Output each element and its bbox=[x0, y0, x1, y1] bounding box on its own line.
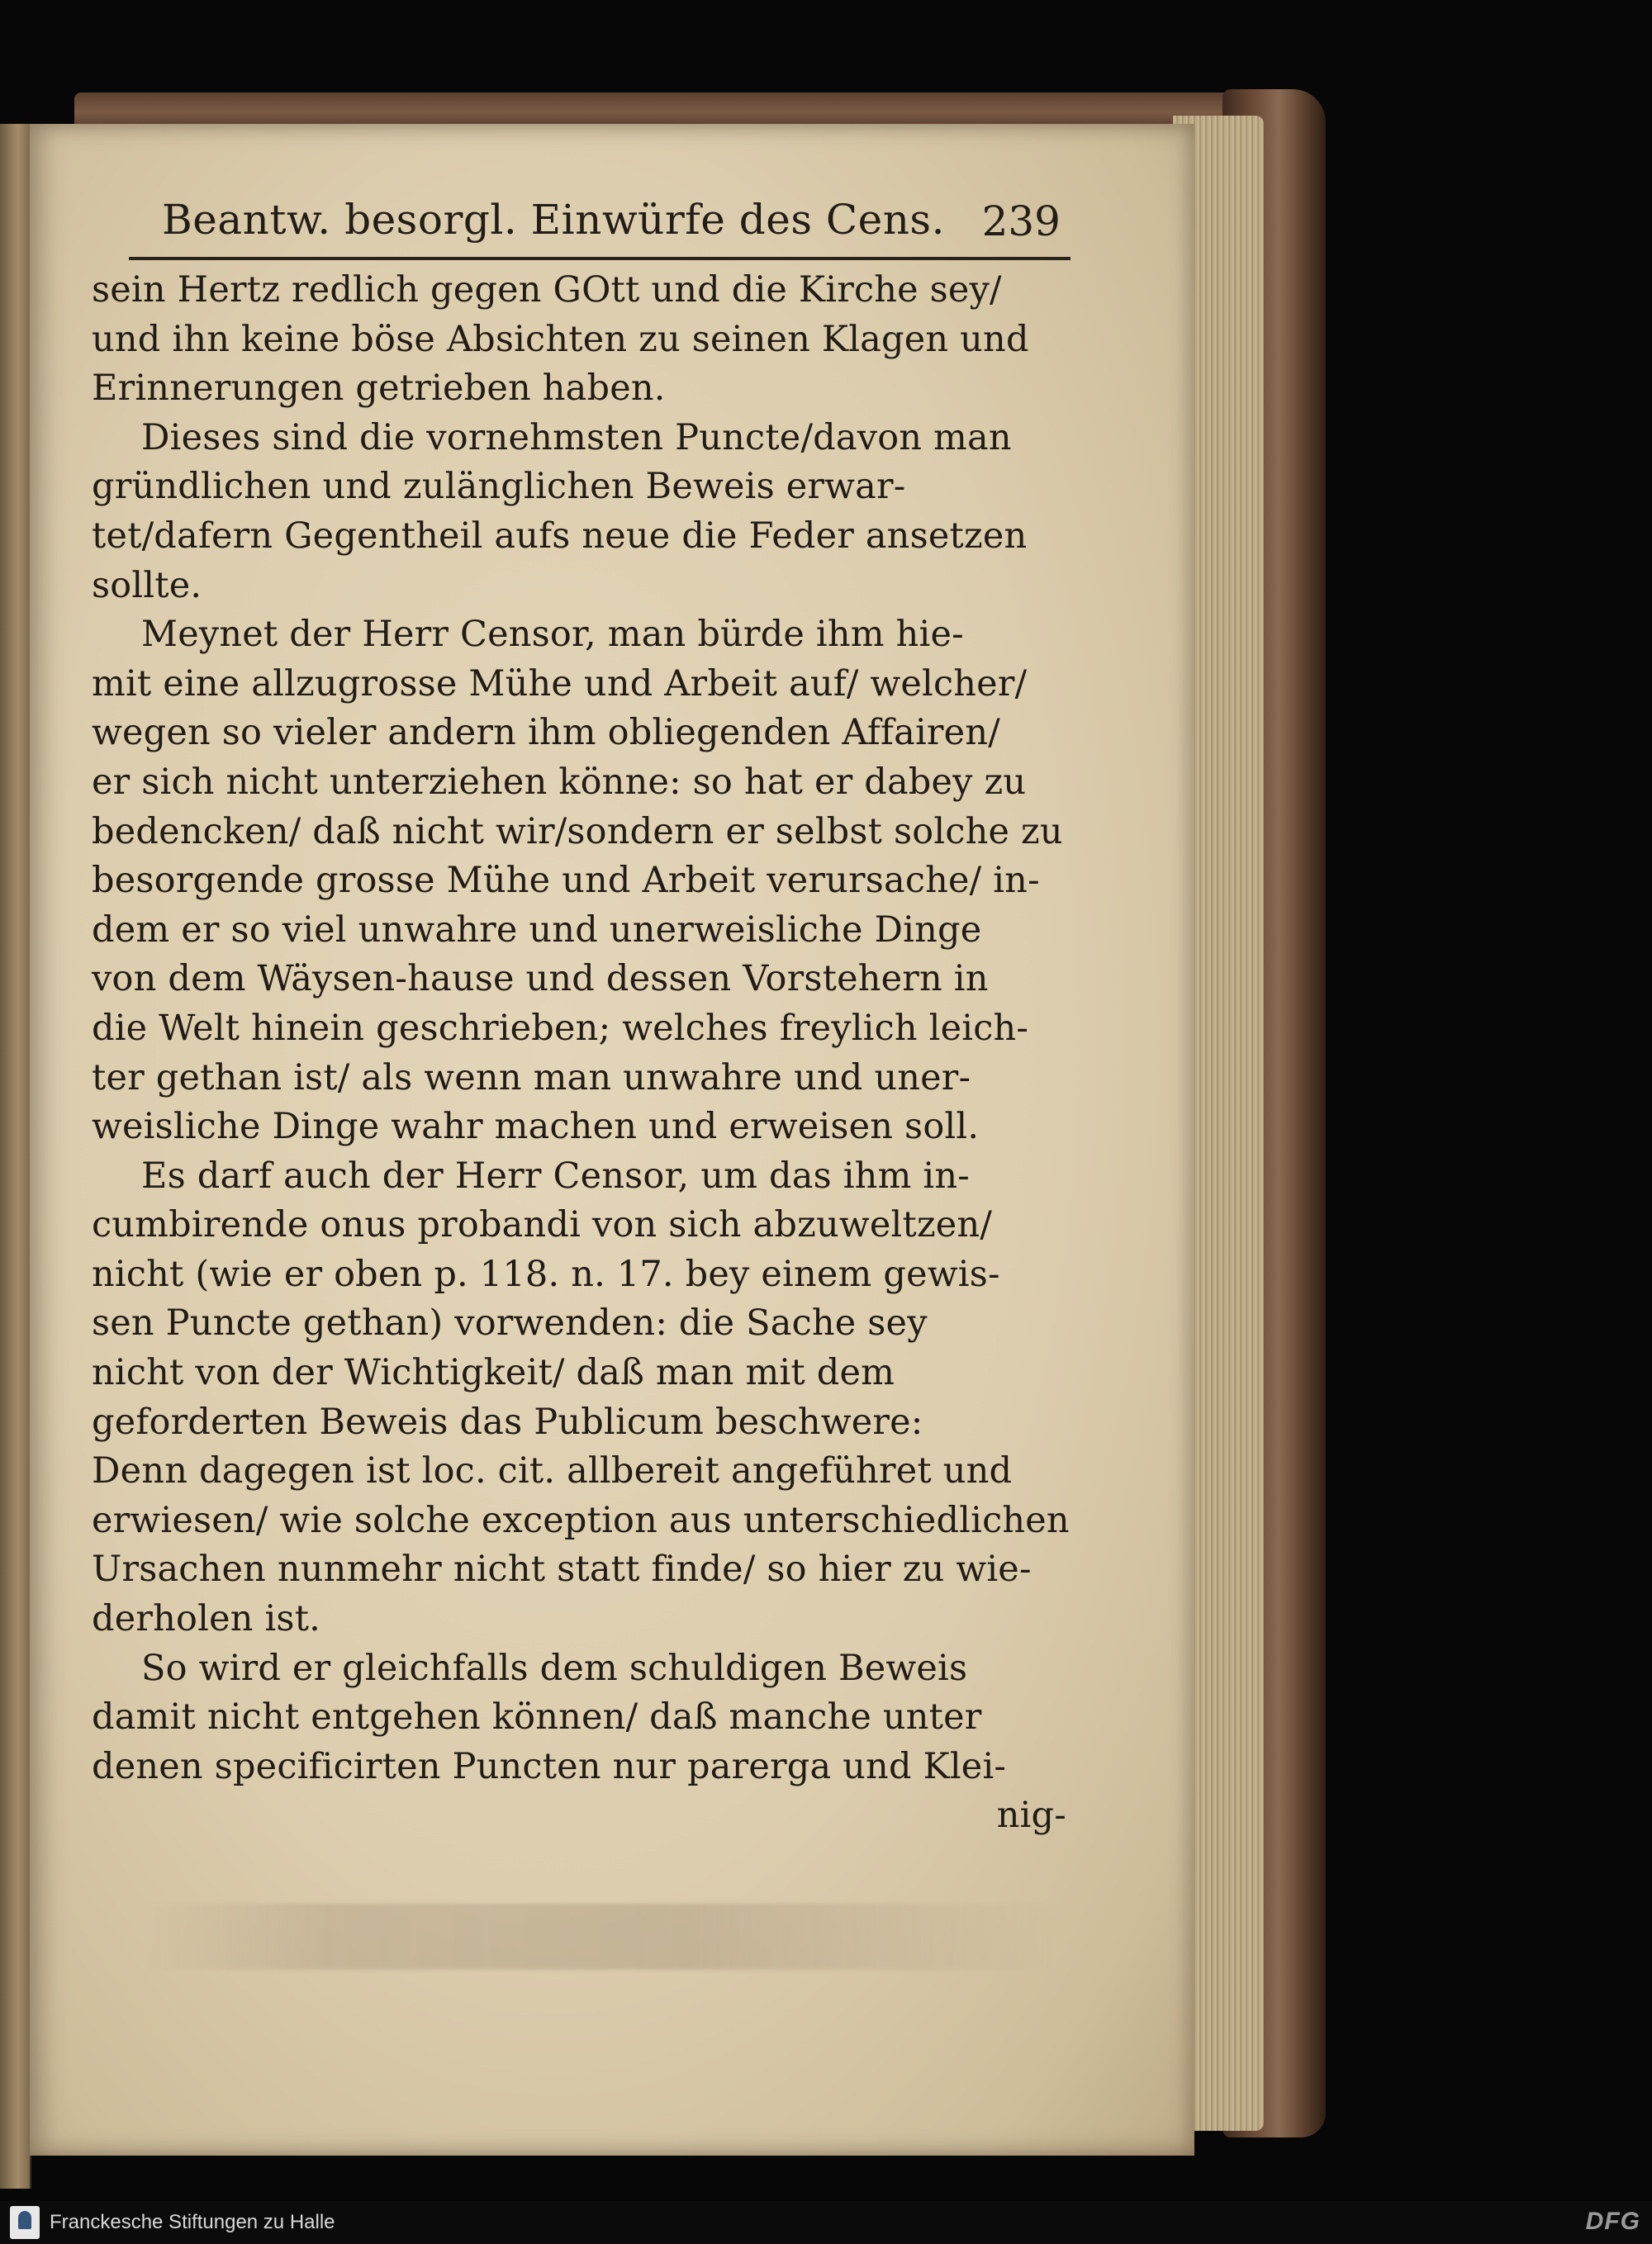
dfg-logo[interactable]: DFG bbox=[1585, 2208, 1640, 2235]
text-line: tet/dafern Gegentheil aufs neue die Feder ansetzen bbox=[92, 515, 1028, 557]
text-line: Erinnerungen getrieben haben. bbox=[92, 368, 666, 410]
text-line: weisliche Dinge wahr machen und erweisen soll. bbox=[92, 1106, 980, 1148]
institution-link[interactable]: Franckesche Stiftungen zu Halle bbox=[50, 2211, 335, 2233]
text-line: mit eine allzugrosse Mühe und Arbeit auf/ welcher/ bbox=[92, 662, 1028, 705]
text-line: sein Hertz redlich gegen GOtt und die Kirche sey/ bbox=[92, 269, 1002, 311]
footer-bar bbox=[0, 2201, 1652, 2244]
text-line: geforderten Beweis das Publicum beschwere: bbox=[92, 1401, 923, 1443]
text-line: Meynet der Herr Censor, man bürde ihm hie- bbox=[141, 614, 964, 656]
text-line: nicht (wie er oben p. 118. n. 17. bey einem gewis- bbox=[92, 1253, 1000, 1295]
text-line: er sich nicht unterziehen könne: so hat er dabey zu bbox=[92, 761, 1027, 803]
logo-mark-icon bbox=[18, 2211, 31, 2229]
institution-logo-icon[interactable] bbox=[10, 2206, 40, 2239]
page-number: 239 bbox=[981, 197, 1061, 245]
text-line: die Welt hinein geschrieben; welches freylich leich- bbox=[92, 1007, 1029, 1049]
left-page-edge bbox=[0, 124, 31, 2189]
page-body-text bbox=[92, 266, 1083, 1841]
text-line: nicht von der Wichtigkeit/ daß man mit dem bbox=[92, 1352, 895, 1394]
text-line: Dieses sind die vornehmsten Puncte/davon man bbox=[141, 416, 1012, 458]
text-line: dem er so viel unwahre und unerweisliche Dinge bbox=[92, 909, 982, 951]
text-line: ter gethan ist/ als wenn man unwahre und uner- bbox=[92, 1056, 971, 1098]
text-line: damit nicht entgehen können/ daß manche unter bbox=[92, 1696, 982, 1739]
text-line: und ihn keine böse Absichten zu seinen Klagen und bbox=[92, 318, 1029, 360]
text-line: besorgende grosse Mühe und Arbeit verursache/ in- bbox=[92, 860, 1040, 902]
text-line: Denn dagegen ist loc. cit. allbereit angeführet und bbox=[92, 1450, 1013, 1492]
text-line: bedencken/ daß nicht wir/sondern er selbst solche zu bbox=[92, 810, 1063, 852]
text-line: von dem Wäysen-hause und dessen Vorstehern in bbox=[92, 958, 989, 1000]
text-line: So wird er gleichfalls dem schuldigen Beweis bbox=[141, 1647, 968, 1689]
text-line: Es darf auch der Herr Censor, um das ihm in- bbox=[141, 1155, 970, 1197]
text-line: sen Puncte gethan) vorwenden: die Sache sey bbox=[92, 1302, 928, 1345]
text-line: sollte. bbox=[92, 564, 202, 606]
text-line: Ursachen nunmehr nicht statt finde/ so hier zu wie- bbox=[92, 1549, 1032, 1591]
bleed-through-shadow bbox=[145, 1904, 1054, 1970]
book-page bbox=[30, 124, 1194, 2156]
running-head-title: Beantw. besorgl. Einwürfe des Cens. bbox=[162, 196, 945, 244]
catchword: nig- bbox=[996, 1795, 1066, 1837]
text-line: wegen so vieler andern ihm obliegenden Affairen/ bbox=[92, 712, 1000, 754]
running-head bbox=[129, 194, 1070, 260]
text-line: cumbirende onus probandi von sich abzuweltzen/ bbox=[92, 1204, 993, 1246]
text-line: derholen ist. bbox=[92, 1598, 321, 1640]
text-line: denen specificirten Puncten nur parerga und Klei- bbox=[92, 1745, 1007, 1787]
text-line: gründlichen und zulänglichen Beweis erwar- bbox=[92, 466, 906, 508]
text-line: erwiesen/ wie solche exception aus unterschiedlichen bbox=[92, 1499, 1070, 1541]
